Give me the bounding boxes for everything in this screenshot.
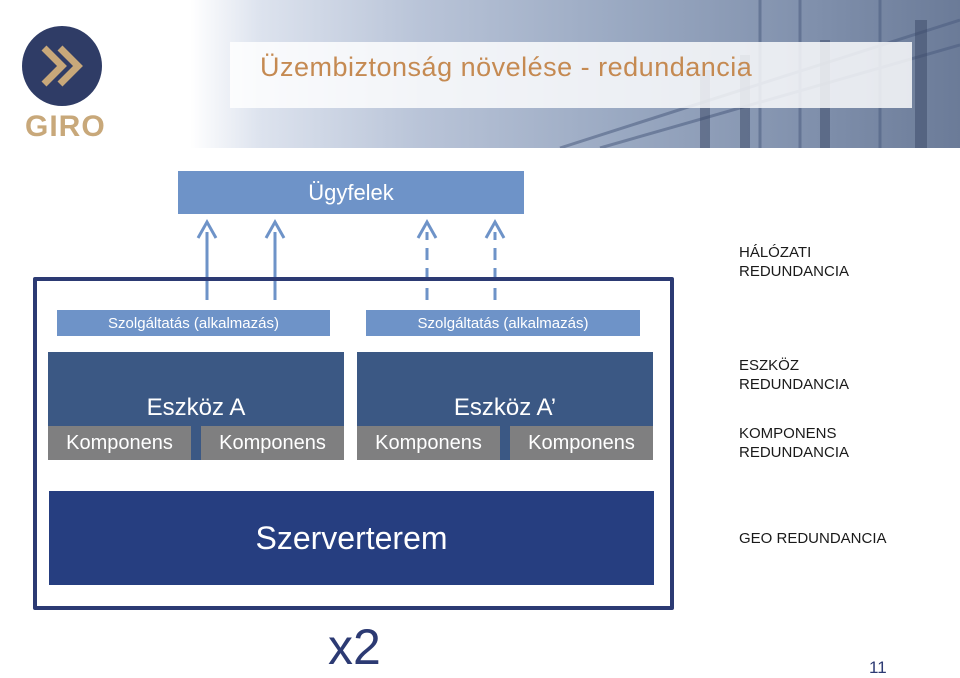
network-redundancy-label: [739, 243, 849, 281]
device-a-label: Eszköz A: [146, 394, 246, 421]
component-redundancy-line-1: KOMPONENS: [739, 425, 837, 442]
component-redundancy-label: [739, 424, 849, 462]
device-redundancy-line-2: REDUNDANCIA: [739, 376, 850, 393]
device-redundancy-label: [739, 356, 849, 394]
device-a-prime-box: [357, 352, 653, 460]
multiplier-label: x2: [328, 619, 381, 675]
logo-text: GIRO: [25, 110, 106, 143]
service-box-1: Szolgáltatás (alkalmazás): [57, 310, 330, 336]
device-redundancy-line-1: ESZKÖZ: [739, 357, 800, 374]
clients-box: Ügyfelek: [178, 171, 524, 214]
network-redundancy-line-2: REDUNDANCIA: [739, 263, 850, 280]
component-redundancy-line-2: REDUNDANCIA: [739, 444, 850, 461]
device-a-component-1: Komponens: [48, 426, 191, 460]
page-title: Üzembiztonság növelése - redundancia: [260, 52, 753, 82]
geo-redundancy-label: GEO REDUNDANCIA: [739, 530, 887, 547]
device-a-prime-component-2: Komponens: [510, 426, 653, 460]
device-a-prime-component-1: Komponens: [357, 426, 500, 460]
network-redundancy-line-1: HÁLÓZATI: [739, 244, 812, 261]
server-room-box: Szerverterem: [49, 491, 654, 585]
service-box-2: Szolgáltatás (alkalmazás): [366, 310, 640, 336]
device-a-component-2: Komponens: [201, 426, 344, 460]
device-a-prime-label: Eszköz A’: [453, 394, 557, 421]
page-number: 11: [869, 658, 887, 677]
device-a-box: [48, 352, 344, 460]
